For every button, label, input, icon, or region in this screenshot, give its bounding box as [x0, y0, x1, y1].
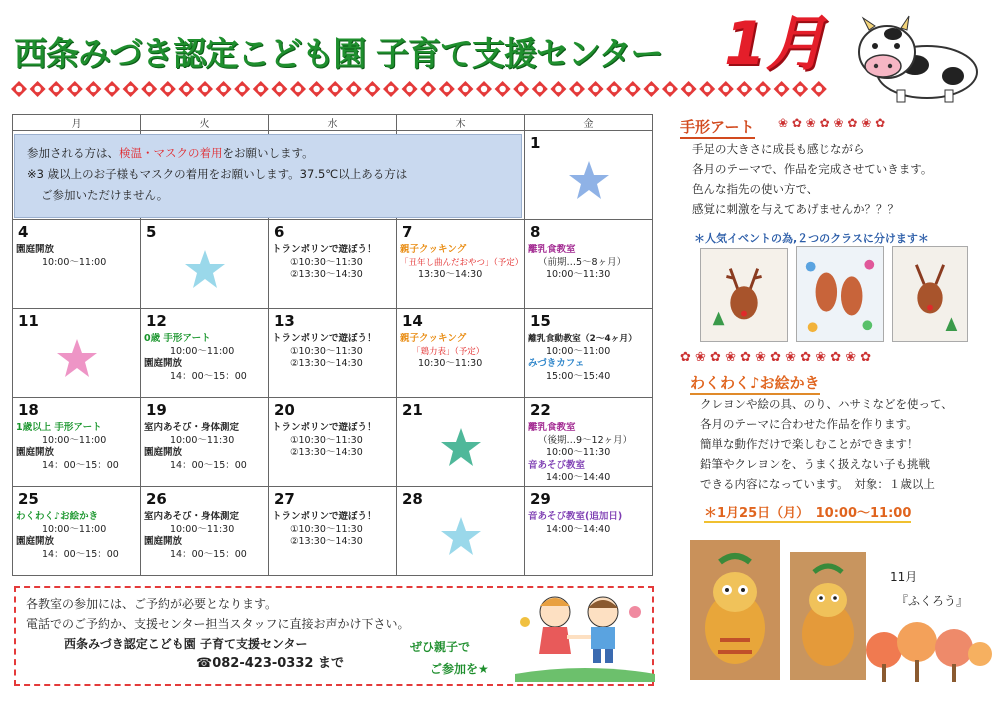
flower-center [481, 86, 487, 92]
owl-craft-photo [690, 540, 780, 680]
event-oekaki: わくわく♪お絵かき [16, 511, 99, 522]
event-time: ②13:30～14:30 [290, 447, 363, 458]
flower-center [351, 86, 357, 92]
flower-center [704, 86, 710, 92]
flower-center [518, 86, 524, 92]
owl-craft-photo [790, 552, 866, 680]
oekaki-line: 各月のテーマに合わせた作品を作ります。 [700, 417, 918, 431]
day-cell-27 [269, 487, 397, 576]
event-time: ②13:30～14:30 [290, 269, 363, 280]
oekaki-date: ＊1月25日（月） 10:00～11:00 [704, 502, 911, 523]
event-time: 13:30～14:30 [418, 269, 483, 280]
event-time: ②13:30～14:30 [290, 536, 363, 547]
cow-illustration [845, 10, 985, 105]
event-time: 10:00～11:30 [546, 269, 611, 280]
flower-center [388, 86, 394, 92]
event-cooking: 親子クッキング [400, 333, 467, 344]
flower-center [72, 86, 78, 92]
day-cell-21 [397, 398, 525, 487]
flower-center [295, 86, 301, 92]
event-trampoline: トランポリンで遊ぼう！ [272, 244, 377, 255]
flower-center [574, 86, 580, 92]
page-title: 西条みづき認定こども園 子育て支援センター [14, 34, 663, 73]
event-time: 15:00～15:40 [546, 370, 611, 382]
event-tegata: 1歳以上 手形アート [16, 422, 102, 433]
weekday-wed: 水 [269, 115, 397, 131]
flower-center [127, 86, 133, 92]
flower-center [332, 86, 338, 92]
event-time: ①10:30～11:30 [290, 523, 363, 535]
flower-center [369, 86, 375, 92]
tegata-line: 感覚に刺激を与えてあげませんか？？？ [692, 202, 899, 216]
day-cell-14 [397, 309, 525, 398]
day-cell-18 [13, 398, 141, 487]
weekday-mon: 月 [13, 115, 141, 131]
event-garden: 園庭開放 [16, 536, 55, 547]
event-time: 14：00～15：00 [170, 459, 247, 471]
event-time: 10:00～11:30 [546, 447, 611, 458]
day-cell-4 [13, 220, 141, 309]
tegata-description [692, 139, 932, 219]
day-cell-25 [13, 487, 141, 576]
event-cooking: 親子クッキング [400, 244, 467, 255]
tegata-line: 手足の大きさに成長も感じながら [692, 142, 865, 156]
weekday-tue: 火 [141, 115, 269, 131]
day-cell-7 [397, 220, 525, 309]
event-time: 14：00～15：00 [170, 548, 247, 560]
flower-center [667, 86, 673, 92]
event-trampoline: トランポリンで遊ぼう！ [272, 333, 377, 344]
flower-center [778, 86, 784, 92]
day-number: 22 [530, 401, 551, 419]
flower-center [723, 86, 729, 92]
flower-center [313, 86, 319, 92]
flower-center [202, 86, 208, 92]
event-time: 10:00～11:30 [170, 523, 235, 535]
craft-name: 『ふくろう』 [896, 594, 969, 608]
oekaki-line: 簡単な動作だけで楽しむことができます！ [700, 437, 919, 451]
day-number: 28 [402, 490, 423, 508]
event-weaning: 離乳食動教室（2～4ヶ月） [528, 334, 638, 344]
day-number: 20 [274, 401, 295, 419]
reindeer-craft-photo [892, 246, 968, 342]
day-cell-5 [141, 220, 269, 309]
event-time: 14:00～14:40 [546, 472, 611, 483]
star-icon [567, 159, 611, 203]
flower-center [592, 86, 598, 92]
flower-center [630, 86, 636, 92]
event-time: 14:00～14:40 [546, 523, 611, 535]
day-cell-6 [269, 220, 397, 309]
tegata-line: 各月のテーマで、作品を完成させていきます。 [692, 162, 933, 176]
flower-center [183, 86, 189, 92]
decoration-sprigs: ✿ ❀ ✿ ❀ ✿ ❀ ✿ ❀ ✿ ❀ ✿ ❀ ✿ [680, 350, 872, 365]
event-time: 14：00～15：00 [42, 459, 119, 471]
event-tegata: 0歳 手形アート [144, 333, 211, 344]
oekaki-line: 鉛筆やクレヨンを、うまく扱えない子も挑戦 [700, 457, 930, 471]
day-number: 11 [18, 312, 39, 330]
reindeer-handprint-photo [700, 248, 788, 342]
day-number: 18 [18, 401, 39, 419]
week-row [13, 309, 653, 398]
oekaki-line: クレヨンや絵の具、のり、ハサミなどを使って、 [700, 397, 953, 411]
notice-line-1 [27, 143, 521, 164]
event-time: 10:00～11:00 [546, 345, 611, 357]
notice-text: をお願いします。 [222, 146, 314, 160]
invite-line: ご参加を★ [430, 662, 489, 676]
day-cell-29 [525, 487, 653, 576]
notice-line-3: ご参加いただけません。 [41, 188, 169, 202]
notice-highlight: 検温・マスクの着用 [119, 146, 223, 160]
flower-center [425, 86, 431, 92]
event-time: 14：00～15：00 [170, 370, 247, 382]
event-trampoline: トランポリンで遊ぼう！ [272, 422, 377, 433]
day-number: 27 [274, 490, 295, 508]
footer-org: 西条みづき認定こども園 子育て支援センター [64, 637, 308, 651]
weekday-thu: 木 [397, 115, 525, 131]
event-garden: 園庭開放 [144, 536, 183, 547]
event-time: 10:00～11:00 [42, 434, 107, 446]
event-time: ①10:30～11:30 [290, 434, 363, 446]
event-indoor: 室内あそび・身体測定 [144, 511, 240, 522]
star-icon [439, 426, 483, 470]
children-illustration [515, 582, 655, 682]
day-cell-22 [525, 398, 653, 487]
flower-center [741, 86, 747, 92]
event-age: （後期…9～12ヶ月） [538, 434, 633, 446]
day-number: 19 [146, 401, 167, 419]
flower-center [90, 86, 96, 92]
flower-center [276, 86, 282, 92]
day-number: 12 [146, 312, 167, 330]
day-number: 8 [530, 223, 541, 241]
autumn-trees-illustration [862, 620, 992, 684]
event-menu: 「鶏力表」（予定） [412, 346, 485, 357]
week-row [13, 220, 653, 309]
notice-line-2: ※3 歳以上のお子様もマスクの着用をお願いします。37.5℃以上ある方は [27, 167, 408, 181]
day-number: 14 [402, 312, 423, 330]
flower-border [10, 80, 830, 98]
event-garden: 園庭開放 [16, 447, 55, 458]
day-number: 15 [530, 312, 551, 330]
flower-center [220, 86, 226, 92]
flower-center [555, 86, 561, 92]
event-weaning: 離乳食教室 [528, 422, 576, 433]
day-cell-19 [141, 398, 269, 487]
flower-center [406, 86, 412, 92]
star-icon [55, 337, 99, 381]
event-music: 音あそび教室 [528, 459, 586, 471]
event-time: ①10:30～11:30 [290, 345, 363, 357]
oekaki-heading: わくわく♪お絵かき [690, 372, 820, 395]
flower-center [816, 86, 822, 92]
craft-month: 11月 [890, 570, 918, 584]
day-cell-8 [525, 220, 653, 309]
day-number: 26 [146, 490, 167, 508]
event-time: ②13:30～14:30 [290, 358, 363, 369]
flower-center [53, 86, 59, 92]
tegata-heading: 手形アート [680, 116, 755, 139]
footer-line: 各教室の参加には、ご予約が必要となります。 [26, 597, 278, 611]
flower-center [258, 86, 264, 92]
day-number: 4 [18, 223, 29, 241]
day-cell-12 [141, 309, 269, 398]
footprint-art-photo [796, 246, 884, 342]
event-garden: 園庭開放 [144, 358, 183, 369]
flower-center [797, 86, 803, 92]
oekaki-line: できる内容になっています。 対象：１歳以上 [700, 477, 935, 491]
day-cell-13 [269, 309, 397, 398]
event-menu: 「丑年し曲んだおやつ」（予定） [400, 257, 523, 268]
flower-center [648, 86, 654, 92]
event-cafe: みづきカフェ [528, 358, 585, 369]
event-time: 10:00～11:30 [170, 434, 235, 446]
flower-center [462, 86, 468, 92]
event-indoor: 室内あそび・身体測定 [144, 422, 240, 433]
flower-center [611, 86, 617, 92]
event-time: 10:00～11:00 [42, 523, 107, 535]
day-number: 25 [18, 490, 39, 508]
event-garden: 園庭開放 [16, 244, 55, 255]
day-number: 21 [402, 401, 423, 419]
month-label: 1月 [724, 9, 826, 79]
flower-center [109, 86, 115, 92]
event-time: ①10:30～11:30 [290, 256, 363, 268]
flower-center [499, 86, 505, 92]
footer-line: 電話でのご予約か、支援センター担当スタッフに直接お声かけ下さい。 [26, 617, 410, 631]
event-weaning: 離乳食教室 [528, 244, 576, 255]
star-icon [439, 515, 483, 559]
day-cell-28 [397, 487, 525, 576]
week-row [13, 398, 653, 487]
tegata-line: 色んな指先の使い方で、 [692, 182, 819, 196]
event-age: （前期…5～8ヶ月） [538, 256, 627, 268]
flower-center [146, 86, 152, 92]
notice-box [14, 134, 522, 218]
event-time: 10:00～11:00 [170, 345, 235, 357]
event-trampoline: トランポリンで遊ぼう！ [272, 511, 377, 522]
day-cell-1 [525, 131, 653, 220]
flower-center [16, 86, 22, 92]
day-cell-26 [141, 487, 269, 576]
notice-text: 参加される方は、 [27, 146, 119, 160]
day-number: 6 [274, 223, 285, 241]
flower-center [239, 86, 245, 92]
event-time: 10:30～11:30 [418, 358, 483, 369]
event-time: 10:00～11:00 [42, 256, 107, 268]
event-time: 14：00～15：00 [42, 548, 119, 560]
flower-center [685, 86, 691, 92]
weekday-fri: 金 [525, 115, 653, 131]
day-number: 13 [274, 312, 295, 330]
star-icon [183, 248, 227, 292]
event-garden: 園庭開放 [144, 447, 183, 458]
tegata-note: ＊人気イベントの為,２つのクラスに分けます＊ [694, 232, 929, 245]
day-cell-20 [269, 398, 397, 487]
oekaki-description [700, 394, 953, 494]
flower-center [537, 86, 543, 92]
decoration-sprigs: ❀ ✿ ❀ ✿ ❀ ✿ ❀ ✿ [778, 116, 886, 130]
day-number: 5 [146, 223, 157, 241]
footer-phone: ☎082-423-0332 まで [196, 656, 344, 671]
day-number: 7 [402, 223, 413, 241]
day-cell-15 [525, 309, 653, 398]
event-music: 音あそび教室(追加日) [528, 511, 623, 522]
flower-center [34, 86, 40, 92]
week-row [13, 487, 653, 576]
flower-center [760, 86, 766, 92]
day-number: 29 [530, 490, 551, 508]
invite-line: ぜひ親子で [410, 640, 471, 654]
day-number: 1 [530, 134, 541, 152]
flower-center [165, 86, 171, 92]
weekday-header-row [13, 115, 653, 131]
flower-center [444, 86, 450, 92]
day-cell-11 [13, 309, 141, 398]
